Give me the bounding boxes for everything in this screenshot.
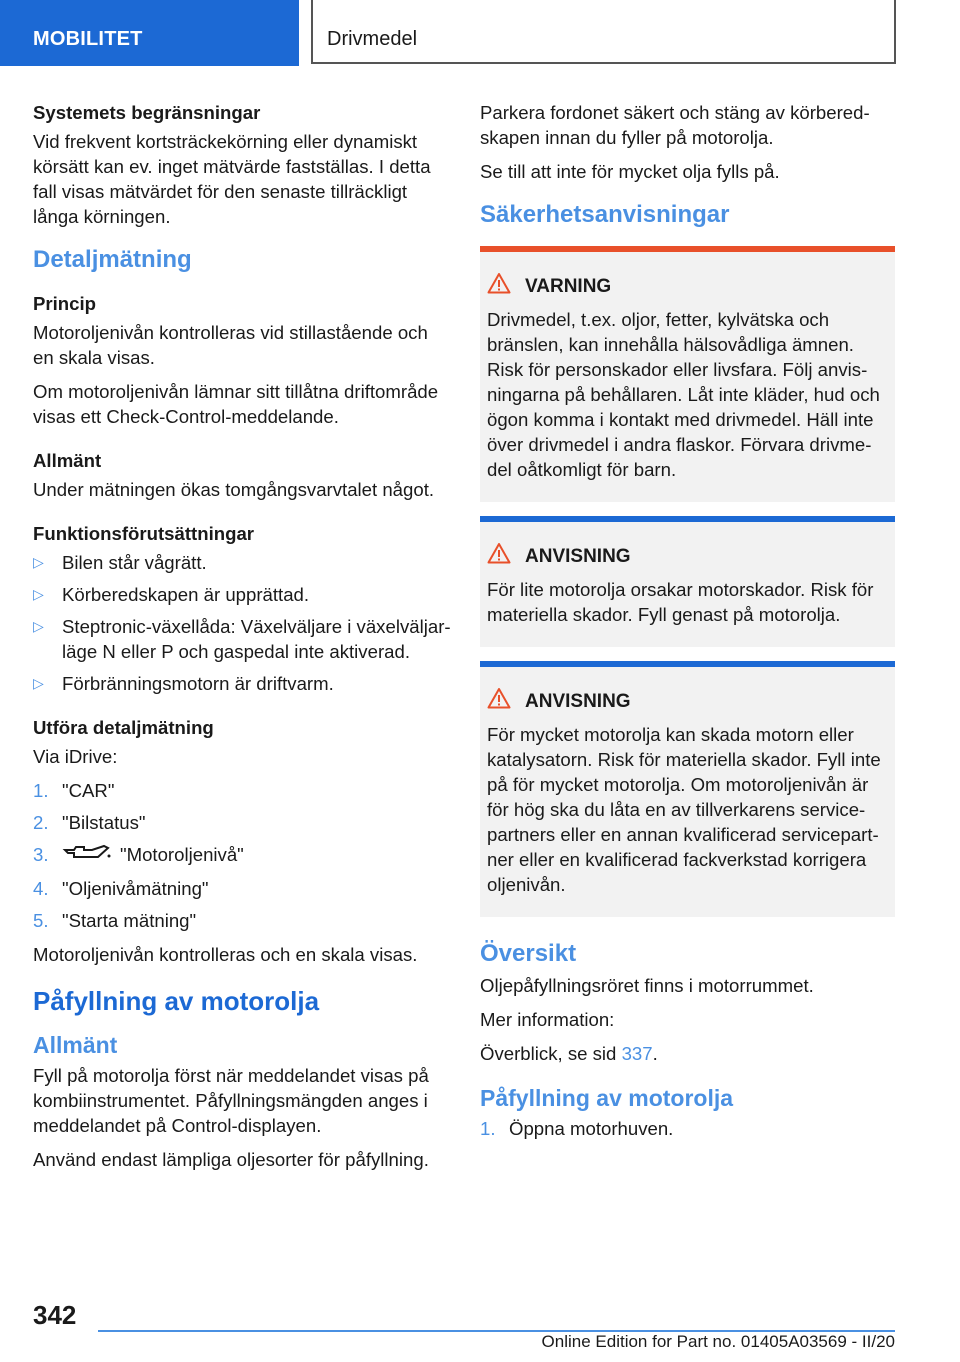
detail-heading: Detaljmätning (33, 246, 192, 273)
result-text: Motoroljenivån kontrolleras och en skala visas. (33, 944, 418, 966)
list-item: 4. "Oljenivåmätning" (33, 878, 209, 900)
principle-text-2: Om motoroljenivån lämnar sitt tillåtna driftområde visas ett Check-Control-meddelande. (33, 381, 439, 427)
refill-general-heading: Allmänt (33, 1032, 118, 1059)
general-text: Under mätningen ökas tomgångsvarvtalet något. (33, 479, 435, 500)
safety-heading: Säkerhetsanvisningar (480, 201, 730, 228)
more-info-text: Mer information: (480, 1009, 615, 1030)
refill-heading: Påfyllning av motorolja (33, 986, 320, 1017)
warning-title: VARNING (525, 276, 612, 297)
notice-box-1 (480, 516, 895, 647)
right-column (480, 100, 895, 1150)
via-idrive: Via iDrive: (33, 746, 118, 767)
list-item: ▷ Bilen står vågrätt. (33, 552, 207, 573)
edition-text: Online Edition for Part no. 01405A03569 - II/20 (541, 1332, 895, 1351)
triangle-bullet-icon: ▷ (33, 618, 44, 634)
notice-title-2: ANVISNING (525, 691, 631, 712)
page-link[interactable]: 337 (621, 1043, 653, 1064)
notice-text-1: För lite motorolja orsakar motorskador. Risk för materiella skador. Fyll genast på motorolja. (487, 579, 874, 625)
list-item: ▷ Steptronic-växellåda: Växelväljare i växelväljar-läge N eller P och gaspedal inte aktiverad. (33, 616, 451, 662)
list-item: 1. Öppna motorhuven. (480, 1118, 674, 1139)
overview-text: Oljepåfyllningsröret finns i motorrummet. (480, 975, 814, 996)
notice-triangle-icon (487, 542, 511, 571)
notice-title-1: ANVISNING (525, 546, 631, 567)
list-item: 2. "Bilstatus" (33, 812, 146, 833)
warning-triangle-icon (487, 272, 511, 301)
triangle-bullet-icon: ▷ (33, 675, 44, 691)
overview-reference: Överblick, se sid 337. (480, 1043, 658, 1064)
triangle-bullet-icon: ▷ (33, 554, 44, 570)
list-item: 1. "CAR" (33, 780, 115, 801)
limits-heading: Systemets begränsningar (33, 102, 261, 123)
idrive-steps (33, 778, 451, 933)
page-number: 342 (33, 1300, 77, 1330)
oil-can-icon (62, 843, 112, 869)
not-too-much-text: Se till att inte för mycket olja fylls på. (480, 161, 780, 182)
overview-heading: Översikt (480, 940, 577, 967)
chapter-tab[interactable]: Drivmedel (311, 0, 896, 64)
principle-heading: Princip (33, 293, 97, 314)
limits-text: Vid frekvent kortsträckekörning eller dynamiskt körsätt kan ev. inget mätvärde fastställas. I detta fall visas mätvärdet för den senaste tillräckligt långa körningen. (33, 131, 431, 227)
triangle-bullet-icon: ▷ (33, 586, 44, 602)
page-header (0, 0, 960, 66)
notice-triangle-icon (487, 687, 511, 716)
refill-steps (480, 1116, 895, 1141)
list-item: ▷ Förbränningsmotorn är driftvarm. (33, 673, 334, 694)
general-heading: Allmänt (33, 450, 102, 471)
prereq-list (33, 550, 451, 696)
refill-text-1: Fyll på motorolja först när meddelandet visas på kombiinstrumentet. Påfyllningsmängden anges i meddelandet på Control-displayen. (33, 1065, 429, 1137)
section-tab[interactable]: MOBILITET (0, 0, 299, 66)
notice-box-2 (480, 661, 895, 917)
list-item: 3. "Motoroljenivå" (33, 842, 451, 869)
refill-text-2: Använd endast lämpliga oljesorter för påfyllning. (33, 1149, 429, 1171)
principle-text-1: Motoroljenivån kontrolleras vid stillastående och en skala visas. (33, 322, 428, 368)
warning-text: Drivmedel, t.ex. oljor, fetter, kylvätska och bränslen, kan innehålla hälsovådliga ämnen. Risk för personskador eller livsfara. Följ anvis-ningarna på behållaren. Låt inte kläder, hud och ögon komma i kontakt med drivmedel. Häll inte över drivmedel i andra flaskor. Förvara drivme-del oåtkomligt för barn. (487, 309, 880, 480)
left-column (33, 100, 451, 1181)
list-item: ▷ Körberedskapen är upprättad. (33, 584, 310, 605)
list-item: 5. "Starta mätning" (33, 910, 197, 932)
warning-box (480, 246, 895, 502)
prereq-heading: Funktionsförutsättningar (33, 523, 255, 544)
perform-heading: Utföra detaljmätning (33, 717, 214, 738)
refill-heading-right: Påfyllning av motorolja (480, 1085, 734, 1111)
notice-text-2: För mycket motorolja kan skada motorn eller katalysatorn. Risk för materiella skador. Fyll inte på för mycket motorolja. Om motoroljenivån är för hög ska du låta en av tillverkarens service-partners eller en annan kvalificerad servicepart-ner eller en kvalificerad fackverkstad korrigera oljenivån. (487, 724, 881, 895)
park-text: Parkera fordonet säkert och stäng av körbered-skapen innan du fyller på motorolja. (480, 102, 870, 148)
